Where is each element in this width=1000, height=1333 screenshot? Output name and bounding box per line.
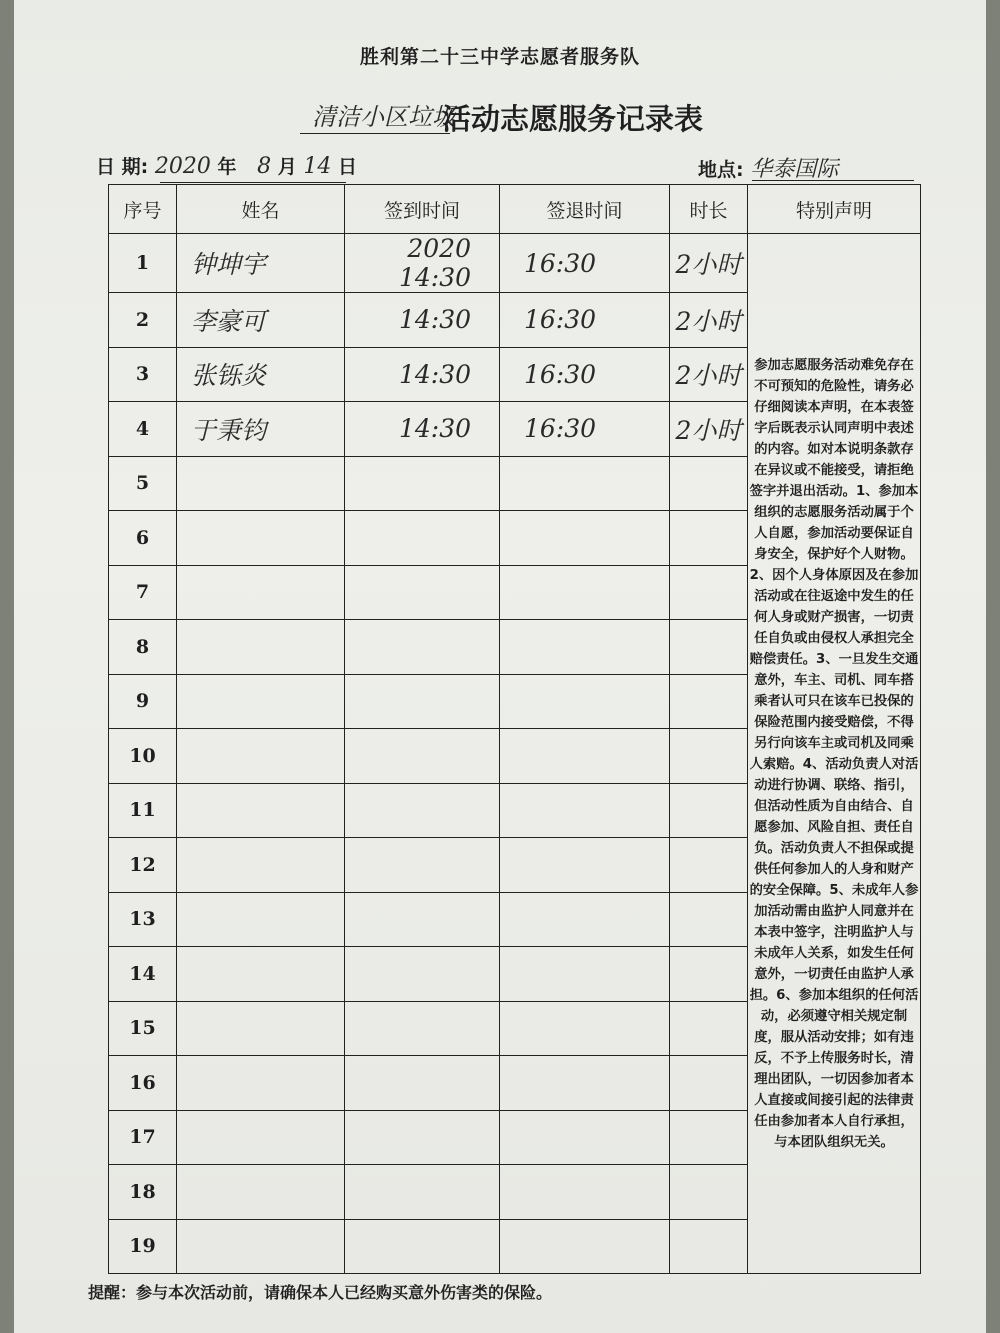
table-row bbox=[109, 234, 921, 293]
row-duration bbox=[670, 1219, 748, 1274]
row-name bbox=[177, 1219, 345, 1274]
row-number: 15 bbox=[109, 1001, 177, 1056]
row-duration bbox=[670, 783, 748, 838]
row-name bbox=[177, 729, 345, 784]
row-sign-out bbox=[500, 1110, 670, 1165]
column-header-sign-in: 签到时间 bbox=[345, 185, 500, 234]
row-duration: 2小时 bbox=[670, 293, 748, 348]
row-sign-out: 16:30 bbox=[500, 234, 670, 293]
row-sign-out: 16:30 bbox=[500, 293, 670, 348]
table-header-row bbox=[109, 185, 921, 234]
row-sign-in bbox=[345, 1165, 500, 1220]
row-number: 19 bbox=[109, 1219, 177, 1274]
row-name: 张铄炎 bbox=[177, 347, 345, 402]
row-name bbox=[177, 947, 345, 1002]
row-duration bbox=[670, 947, 748, 1002]
row-name bbox=[177, 620, 345, 675]
row-sign-in bbox=[345, 1219, 500, 1274]
row-sign-out bbox=[500, 620, 670, 675]
row-sign-in bbox=[345, 1001, 500, 1056]
column-header-name: 姓名 bbox=[177, 185, 345, 234]
row-name: 李豪可 bbox=[177, 293, 345, 348]
row-sign-in bbox=[345, 565, 500, 620]
column-header-duration: 时长 bbox=[670, 185, 748, 234]
row-number: 1 bbox=[109, 234, 177, 293]
location-underline bbox=[752, 180, 914, 181]
row-sign-out bbox=[500, 1165, 670, 1220]
row-sign-in bbox=[345, 892, 500, 947]
row-number: 2 bbox=[109, 293, 177, 348]
row-sign-out bbox=[500, 456, 670, 511]
row-duration bbox=[670, 892, 748, 947]
row-duration bbox=[670, 1056, 748, 1111]
row-name bbox=[177, 1001, 345, 1056]
row-duration bbox=[670, 1110, 748, 1165]
row-duration bbox=[670, 1165, 748, 1220]
date-year-unit: 年 bbox=[217, 156, 237, 178]
row-duration bbox=[670, 1001, 748, 1056]
row-sign-out bbox=[500, 783, 670, 838]
date-year: 2020 bbox=[154, 154, 211, 179]
location-label: 地点: bbox=[698, 159, 744, 181]
row-sign-out: 16:30 bbox=[500, 402, 670, 457]
row-sign-in bbox=[345, 729, 500, 784]
handwritten-activity-name: 清洁小区垃圾 bbox=[312, 103, 456, 131]
row-sign-in bbox=[345, 838, 500, 893]
row-number: 17 bbox=[109, 1110, 177, 1165]
column-header-sign-out: 签退时间 bbox=[500, 185, 670, 234]
row-sign-out bbox=[500, 892, 670, 947]
row-sign-in bbox=[345, 620, 500, 675]
date-month: 8 bbox=[257, 154, 272, 179]
row-sign-in: 14:30 bbox=[345, 347, 500, 402]
row-sign-in: 14:30 bbox=[345, 293, 500, 348]
row-sign-in bbox=[345, 456, 500, 511]
date-month-unit: 月 bbox=[277, 156, 297, 178]
row-name bbox=[177, 1110, 345, 1165]
row-sign-out bbox=[500, 1219, 670, 1274]
row-sign-out bbox=[500, 674, 670, 729]
row-duration bbox=[670, 674, 748, 729]
activity-name-underline bbox=[300, 133, 450, 134]
column-header-number: 序号 bbox=[109, 185, 177, 234]
date-field bbox=[96, 152, 357, 179]
row-number: 18 bbox=[109, 1165, 177, 1220]
row-name bbox=[177, 565, 345, 620]
row-number: 3 bbox=[109, 347, 177, 402]
volunteer-log-table bbox=[108, 184, 921, 1274]
row-number: 13 bbox=[109, 892, 177, 947]
row-name bbox=[177, 511, 345, 566]
row-number: 6 bbox=[109, 511, 177, 566]
row-sign-out bbox=[500, 511, 670, 566]
row-number: 7 bbox=[109, 565, 177, 620]
row-sign-in bbox=[345, 783, 500, 838]
row-name bbox=[177, 838, 345, 893]
row-duration: 2小时 bbox=[670, 347, 748, 402]
row-number: 16 bbox=[109, 1056, 177, 1111]
date-day: 14 bbox=[303, 154, 332, 179]
row-duration bbox=[670, 620, 748, 675]
row-sign-out bbox=[500, 947, 670, 1002]
row-sign-in bbox=[345, 947, 500, 1002]
row-number: 5 bbox=[109, 456, 177, 511]
row-sign-out bbox=[500, 1001, 670, 1056]
date-day-unit: 日 bbox=[338, 156, 358, 178]
row-sign-out bbox=[500, 565, 670, 620]
column-header-special-statement: 特别声明 bbox=[748, 185, 921, 234]
row-duration bbox=[670, 456, 748, 511]
row-name bbox=[177, 1165, 345, 1220]
insurance-reminder: 提醒：参与本次活动前，请确保本人已经购买意外伤害类的保险。 bbox=[88, 1283, 553, 1302]
row-name bbox=[177, 456, 345, 511]
row-duration bbox=[670, 838, 748, 893]
row-name bbox=[177, 1056, 345, 1111]
row-sign-in bbox=[345, 511, 500, 566]
row-sign-in bbox=[345, 1056, 500, 1111]
row-number: 10 bbox=[109, 729, 177, 784]
row-sign-out bbox=[500, 1056, 670, 1111]
row-number: 14 bbox=[109, 947, 177, 1002]
row-number: 12 bbox=[109, 838, 177, 893]
special-statement-text: 参加志愿服务活动难免存在不可预知的危险性，请务必仔细阅读本声明，在本表签字后既表示认同声明中表述的内容。如对本说明条款存在异议或不能接受，请拒绝签字并退出活动。1、参加本组织的志愿服务活动属于个人自愿，参加活动要保证自身安全，保护好个人财物。2、因个人身体原因及在参加活动或在往返途中发生的任何人身或财产损害，一切责任自负或由侵权人承担完全赔偿责任。3、一旦发生交通意外，车主、司机、同车搭乘者认可只在该车已投保的保险范围内接受赔偿，不得另行向该车主或司机及同乘人索赔。4、活动负责人对活动进行协调、联络、指引，但活动性质为自由结合、自愿参加、风险自担、责任自负。活动负责人不担保或提供任何参加人的人身和财产的安全保障。5、未成年人参加活动需由监护人同意并在本表中签字，注明监护人与未成年人关系，如发生任何意外，一切责任由监护人承担。6、参加本组织的任何活动，必须遵守相关规定制度，服从活动安排；如有违反，不予上传服务时长，清理出团队，一切因参加者本人直接或间接引起的法律责任由参加者本人自行承担，与本团队组织无关。 bbox=[748, 234, 921, 1274]
row-duration bbox=[670, 729, 748, 784]
date-label: 日 期: bbox=[96, 156, 149, 178]
row-number: 9 bbox=[109, 674, 177, 729]
form-title-text: 活动志愿服务记录表 bbox=[442, 102, 704, 136]
date-underline bbox=[160, 182, 346, 183]
row-sign-in: 14:30 bbox=[345, 402, 500, 457]
row-duration: 2小时 bbox=[670, 402, 748, 457]
location-field bbox=[698, 152, 838, 183]
row-name: 于秉钧 bbox=[177, 402, 345, 457]
row-number: 11 bbox=[109, 783, 177, 838]
row-duration bbox=[670, 565, 748, 620]
row-sign-in: 2020 14:30 bbox=[345, 234, 500, 293]
row-sign-out bbox=[500, 838, 670, 893]
row-name bbox=[177, 674, 345, 729]
row-sign-in bbox=[345, 1110, 500, 1165]
row-name: 钟坤宇 bbox=[177, 234, 345, 293]
row-sign-out bbox=[500, 729, 670, 784]
row-duration bbox=[670, 511, 748, 566]
location-value: 华泰国际 bbox=[750, 157, 839, 182]
row-name bbox=[177, 892, 345, 947]
row-number: 8 bbox=[109, 620, 177, 675]
organization-header: 胜利第二十三中学志愿者服务队 bbox=[359, 46, 640, 68]
row-number: 4 bbox=[109, 402, 177, 457]
row-duration: 2小时 bbox=[670, 234, 748, 293]
row-sign-in bbox=[345, 674, 500, 729]
row-sign-out: 16:30 bbox=[500, 347, 670, 402]
row-name bbox=[177, 783, 345, 838]
